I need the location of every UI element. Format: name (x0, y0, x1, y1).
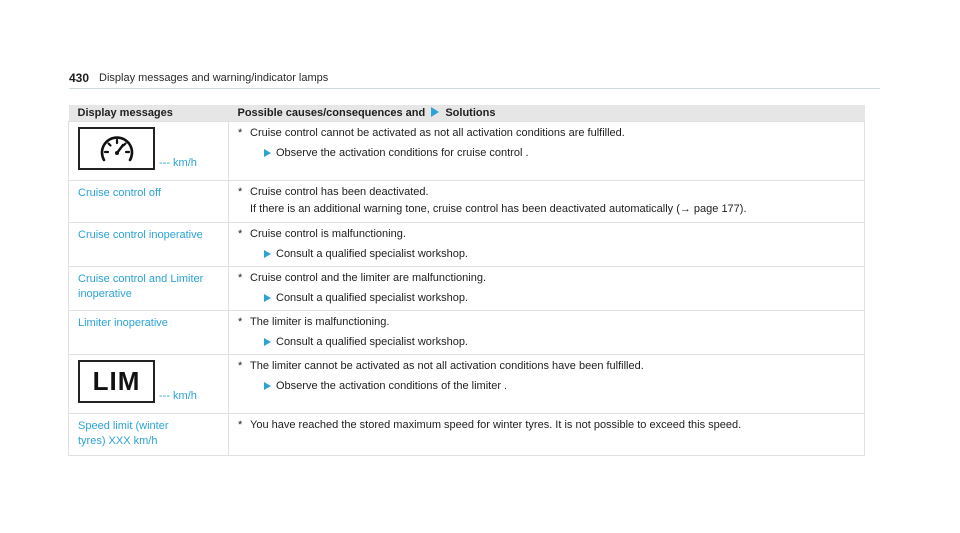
cause-text (238, 271, 858, 286)
table-header-row (69, 105, 865, 122)
cause-text (238, 185, 858, 200)
cause-text (238, 126, 858, 141)
cause-label: The limiter is malfunctioning. (250, 316, 390, 328)
solution-arrow-icon (264, 294, 271, 302)
solution-arrow-icon (431, 107, 439, 117)
cause-label: Cruise control is malfunctioning. (250, 228, 406, 240)
message-cell: Limiter inoperative (69, 311, 229, 355)
cause-label: You have reached the stored maximum speed for winter tyres. It is not possible to exceed this speed. (250, 419, 742, 431)
table-row (69, 311, 865, 355)
column-header-solutions-text: Solutions (445, 107, 496, 119)
speed-readout: --- km/h (159, 390, 197, 402)
solution-text (238, 379, 858, 394)
message-cell (69, 414, 229, 456)
solution-arrow-icon (264, 149, 271, 157)
column-header-display-messages: Display messages (69, 105, 229, 122)
cause-label: Cruise control cannot be activated as not all activation conditions are fulfilled. (250, 127, 625, 139)
cause-solution-cell (229, 122, 865, 181)
table-row (69, 355, 865, 414)
cause-solution-cell (229, 223, 865, 267)
page-number: 430 (69, 71, 90, 85)
cause-solution-cell (229, 355, 865, 414)
solution-label: Observe the activation conditions for cruise control . (276, 147, 529, 159)
cause-solution-cell (229, 181, 865, 223)
cause-label: The limiter cannot be activated as not all activation conditions have been fulfilled. (250, 360, 644, 372)
cause-text (238, 418, 858, 433)
solution-text (238, 291, 858, 306)
message-cell (69, 355, 229, 414)
message-cell (69, 122, 229, 181)
cause-text (238, 315, 858, 330)
table-row (69, 181, 865, 223)
table-row (69, 267, 865, 311)
solution-arrow-icon (264, 250, 271, 258)
solution-label: Consult a qualified specialist workshop. (276, 292, 468, 304)
extra-text: If there is an additional warning tone, cruise control has been deactivated automatically (→ page 177). (250, 203, 747, 215)
cause-text (238, 227, 858, 242)
page-heading: Display messages and warning/indicator lamps (99, 72, 329, 84)
cause-text (238, 359, 858, 374)
solution-arrow-icon (264, 338, 271, 346)
cause-solution-cell (229, 311, 865, 355)
star-marker: * (238, 419, 243, 431)
star-marker: * (238, 360, 243, 372)
table-row (69, 223, 865, 267)
cause-label: Cruise control has been deactivated. (250, 186, 429, 198)
table-row (69, 122, 865, 181)
message-cell: Cruise control and Limiter inoperative (69, 267, 229, 311)
star-marker: * (238, 316, 243, 328)
star-marker: * (238, 272, 243, 284)
column-header-causes-text: Possible causes/consequences and (237, 107, 426, 119)
solution-text (238, 146, 858, 161)
page-header (69, 71, 880, 89)
cause-solution-cell (229, 414, 865, 456)
star-marker: * (238, 127, 243, 139)
star-marker: * (238, 186, 243, 198)
limiter-icon-text: LIM (92, 366, 141, 396)
display-messages-table (68, 105, 865, 456)
message-text: Speed limit (winter tyres) XXX km/h (78, 420, 169, 447)
message-cell: Cruise control off (69, 181, 229, 223)
solution-arrow-icon (264, 382, 271, 390)
table-row (69, 414, 865, 456)
message-cell: Cruise control inoperative (69, 223, 229, 267)
limiter-icon (78, 360, 155, 403)
solution-text (238, 247, 858, 262)
star-marker: * (238, 228, 243, 240)
solution-label: Consult a qualified specialist workshop. (276, 336, 468, 348)
cause-label: Cruise control and the limiter are malfunctioning. (250, 272, 487, 284)
speed-readout: --- km/h (159, 157, 197, 169)
speedometer-icon (78, 127, 155, 170)
solution-label: Consult a qualified specialist workshop. (276, 248, 468, 260)
solution-text (238, 335, 858, 350)
solution-label: Observe the activation conditions of the limiter . (276, 380, 508, 392)
cause-solution-cell (229, 267, 865, 311)
column-header-causes-solutions (229, 105, 865, 122)
